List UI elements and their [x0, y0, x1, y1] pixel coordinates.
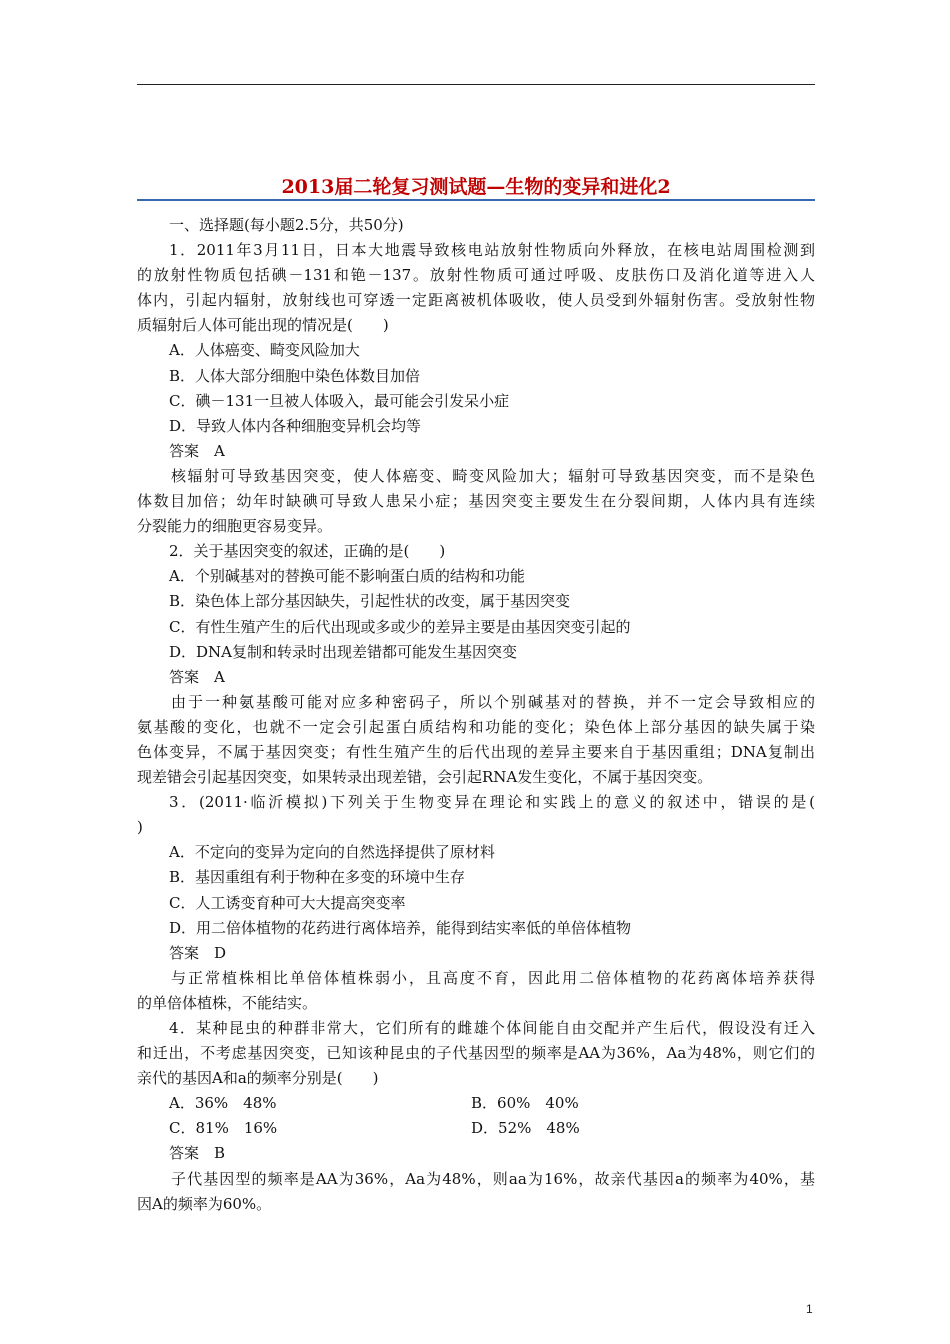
title-underline	[137, 199, 815, 201]
question-1-option-d: D．导致人体内各种细胞变异机会均等	[169, 416, 422, 435]
question-1-option-b: B．人体大部分细胞中染色体数目加倍	[169, 366, 421, 385]
question-4-options-row	[137, 1091, 815, 1116]
question-3-explanation-line: 的单倍体植株，不能结实。	[137, 993, 318, 1012]
question-3-option-b: B．基因重组有利于物种在多变的环境中生存	[169, 868, 466, 887]
question-3-option-c: C．人工诱变育种可大大提高突变率	[169, 893, 406, 912]
document-body	[137, 213, 815, 1217]
question-4-stem-line: 亲代的基因A和a的频率分别是( )	[137, 1069, 379, 1088]
question-3-stem-line: )	[137, 818, 143, 837]
question-1-explanation-line: 分裂能力的细胞更容易变异。	[137, 517, 333, 536]
question-4-options-row	[137, 1116, 815, 1141]
question-4-stem-line: 4．某种昆虫的种群非常大，它们所有的雌雄个体间能自由交配并产生后代，假设没有迁入	[169, 1019, 815, 1037]
question-1-stem-line: 体内，引起内辐射，放射线也可穿透一定距离被机体吸收，使人员受到外辐射伤害。受放射性物	[137, 291, 815, 310]
question-2-option-a: A．个别碱基对的替换可能不影响蛋白质的结构和功能	[169, 567, 525, 586]
header-rule	[137, 84, 815, 85]
question-4-explanation-line: 因A的频率为60%。	[137, 1194, 272, 1213]
page-number: 1	[806, 1302, 813, 1316]
question-1-explanation-line: 体数目加倍；幼年时缺碘可导致人患呆小症；基因突变主要发生在分裂间期，人体内具有连续	[137, 492, 815, 511]
question-4-option-c: C．81% 16%	[169, 1119, 278, 1138]
question-1-option-a: A．人体癌变、畸变风险加大	[169, 341, 360, 360]
question-4-option-a: A．36% 48%	[169, 1094, 277, 1113]
question-1-stem-line: 1．2011年3月11日，日本大地震导致核电站放射性物质向外释放，在核电站周围检测到	[169, 241, 815, 260]
document-title: 2013届二轮复习测试题—生物的变异和进化2	[281, 176, 671, 198]
question-4-option-b: B．60% 40%	[471, 1094, 579, 1113]
question-4-option-d: D．52% 48%	[471, 1119, 580, 1138]
question-2-stem-line: 2．关于基因突变的叙述，正确的是( )	[169, 542, 446, 561]
question-2-option-b: B．染色体上部分基因缺失，引起性状的改变，属于基因突变	[169, 592, 571, 611]
question-2-explanation-line: 由于一种氨基酸可能对应多种密码子，所以个别碱基对的替换，并不一定会导致相应的	[171, 692, 815, 711]
question-4-answer: 答案 B	[169, 1144, 226, 1163]
question-1-stem-line: 的放射性物质包括碘－131和铯－137。放射性物质可通过呼吸、皮肤伤口及消化道等进入人	[137, 266, 815, 285]
section-header: 一、选择题(每小题2.5分，共50分)	[169, 216, 404, 234]
question-3-option-a: A．不定向的变异为定向的自然选择提供了原材料	[169, 843, 495, 862]
question-4-explanation-line: 子代基因型的频率是AA为36%，Aa为48%，则aa为16%，故亲代基因a的频率为40%，基	[171, 1169, 815, 1188]
question-2-option-d: D．DNA复制和转录时出现差错都可能发生基因突变	[169, 642, 518, 661]
question-1-explanation-line: 核辐射可导致基因突变，使人体癌变、畸变风险加大；辐射可导致基因突变，而不是染色	[171, 466, 815, 485]
question-2-answer: 答案 A	[169, 667, 225, 686]
question-3-option-d: D．用二倍体植物的花药进行离体培养，能得到结实率低的单倍体植物	[169, 918, 632, 937]
question-1-answer: 答案 A	[169, 441, 225, 460]
question-1-option-c: C．碘－131一旦被人体吸入，最可能会引发呆小症	[169, 391, 510, 410]
question-2-explanation-line: 现差错会引起基因突变，如果转录出现差错，会引起RNA发生变化，不属于基因突变。	[137, 768, 713, 787]
question-2-option-c: C．有性生殖产生的后代出现或多或少的差异主要是由基因突变引起的	[169, 617, 631, 636]
question-2-explanation-line: 色体变异，不属于基因突变；有性生殖产生的后代出现的差异主要来自于基因重组；DNA复制出	[137, 742, 815, 761]
question-4-stem-line: 和迁出，不考虑基因突变，已知该种昆虫的子代基因型的频率是AA为36%，Aa为48%，则它们的	[137, 1044, 815, 1063]
question-3-answer: 答案 D	[169, 943, 227, 962]
question-3-stem-line: 3．(2011·临沂模拟)下列关于生物变异在理论和实践上的意义的叙述中，错误的是(	[169, 793, 815, 812]
question-2-explanation-line: 氨基酸的变化，也就不一定会引起蛋白质结构和功能的变化；染色体上部分基因的缺失属于染	[137, 717, 815, 736]
question-1-stem-line: 质辐射后人体可能出现的情况是( )	[137, 316, 389, 335]
question-3-explanation-line: 与正常植株相比单倍体植株弱小，且高度不育，因此用二倍体植物的花药离体培养获得	[171, 968, 815, 987]
